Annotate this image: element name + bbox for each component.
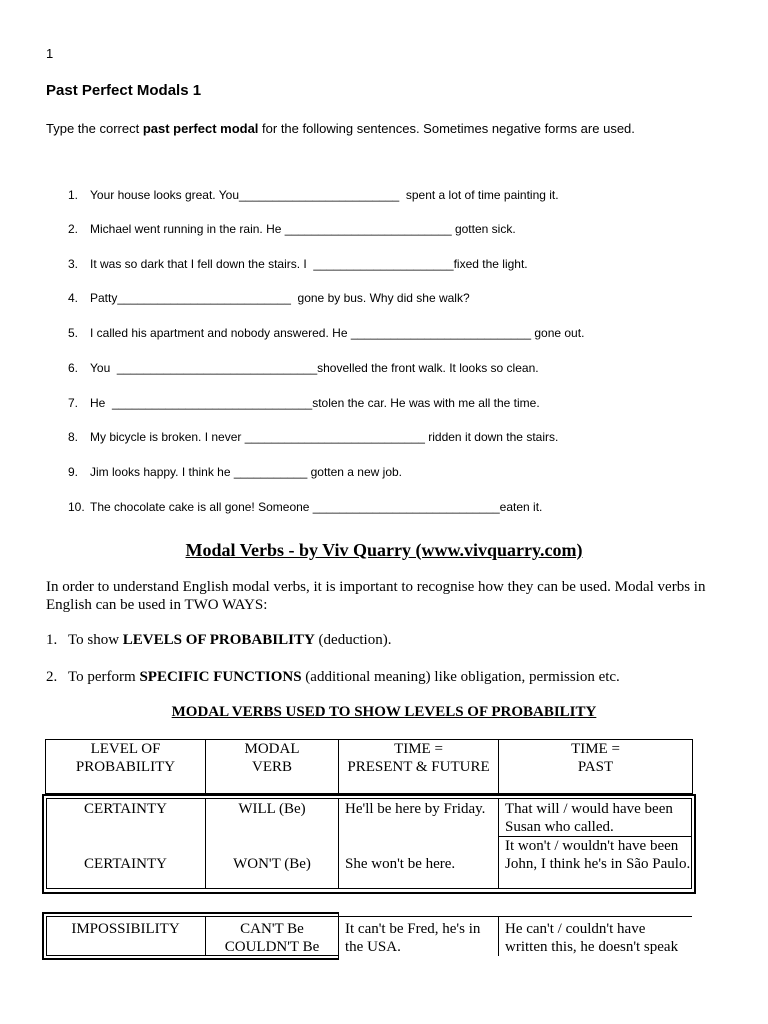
question-item (68, 396, 540, 410)
table-border (692, 739, 693, 794)
table-border (42, 794, 696, 796)
question-item (68, 257, 528, 271)
page-number: 1 (46, 46, 54, 61)
question-number: 5. (68, 326, 79, 340)
cell-level: CERTAINTY (84, 856, 167, 872)
point-text: To show (68, 632, 123, 648)
header-past: TIME = PAST (571, 741, 620, 775)
point-number: 2. (46, 669, 58, 685)
question-text: Michael went running in the rain. He _________________________ gotten sick. (90, 222, 516, 236)
question-item (68, 465, 402, 479)
table-border (338, 916, 692, 917)
question-item (68, 361, 539, 375)
question-item (68, 326, 584, 340)
table-heading: MODAL VERBS USED TO SHOW LEVELS OF PROBABILITY (171, 704, 597, 720)
table-border (46, 798, 692, 799)
cell-past: He can't / couldn't have written this, he doesn't speak (505, 921, 679, 955)
point-text: To perform (68, 669, 140, 685)
question-number: 1. (68, 188, 79, 202)
cell-verb: CAN'T Be COULDN'T Be (224, 921, 320, 955)
question-number: 6. (68, 361, 79, 375)
question-item (68, 291, 470, 305)
point-number: 1. (46, 632, 58, 648)
question-number: 3. (68, 257, 79, 271)
question-number: 2. (68, 222, 79, 236)
header-verb: MODAL VERB (244, 741, 300, 775)
point-emphasis: LEVELS OF PROBABILITY (122, 632, 315, 648)
table-border (338, 798, 339, 889)
cell-present: He'll be here by Friday. (345, 801, 486, 817)
question-text: Your house looks great. You________________________ spent a lot of time painting it. (90, 188, 559, 202)
question-item (68, 500, 542, 514)
question-item (68, 188, 559, 202)
point-text-end: (additional meaning) like obligation, permission etc. (301, 669, 620, 685)
table-border (694, 794, 696, 894)
table-border (338, 912, 339, 960)
intro-paragraph: In order to understand English modal verbs, it is important to recognise how they can be used. Modal verbs in English can be used in TWO WAYS: (46, 579, 706, 613)
instructions-text: Type the correct (46, 121, 143, 136)
question-number: 9. (68, 465, 79, 479)
question-number: 7. (68, 396, 79, 410)
question-text: You ______________________________shovelled the front walk. It looks so clean. (90, 361, 539, 375)
question-text: He ______________________________stolen the car. He was with me all the time. (90, 396, 540, 410)
header-present: TIME = PRESENT & FUTURE (347, 741, 490, 775)
question-text: Patty__________________________ gone by bus. Why did she walk? (90, 291, 470, 305)
instructions-emphasis: past perfect modal (142, 121, 259, 136)
table-border (42, 794, 44, 894)
question-item (68, 222, 516, 236)
cell-verb: WON'T (Be) (233, 856, 311, 872)
question-number: 8. (68, 430, 79, 444)
usage-point (46, 632, 391, 649)
point-text-end: (deduction). (314, 632, 392, 648)
instructions-text-end: for the following sentences. Sometimes negative forms are used. (258, 121, 635, 136)
table-border (498, 916, 499, 956)
cell-present: It can't be Fred, he's in the USA. (345, 921, 481, 955)
table-border (42, 958, 338, 960)
question-text: Jim looks happy. I think he ___________ gotten a new job. (90, 465, 402, 479)
cell-present: She won't be here. (345, 856, 456, 872)
section-heading: Modal Verbs - by Viv Quarry (www.vivquarry.com) (185, 540, 583, 560)
table-border (46, 888, 692, 889)
instructions (46, 121, 635, 136)
header-level: LEVEL OF PROBABILITY (75, 741, 176, 775)
cell-level: IMPOSSIBILITY (71, 921, 180, 937)
question-text: I called his apartment and nobody answered. He ___________________________ gone out. (90, 326, 585, 340)
table-border (42, 892, 696, 894)
usage-point (46, 669, 620, 686)
question-text: My bicycle is broken. I never ___________________________ ridden it down the stairs. (90, 430, 559, 444)
question-item (68, 430, 558, 444)
cell-past: It won't / wouldn't have been John, I think he's in São Paulo. (505, 838, 691, 872)
table-border (46, 916, 338, 917)
cell-level: CERTAINTY (84, 801, 167, 817)
cell-verb: WILL (Be) (238, 801, 306, 817)
question-text: It was so dark that I fell down the stairs. I _____________________fixed the light. (90, 257, 528, 271)
question-number: 4. (68, 291, 79, 305)
question-number: 10. (68, 500, 85, 514)
table-border (691, 798, 692, 889)
cell-past: That will / would have been Susan who called. (505, 801, 673, 835)
point-emphasis: SPECIFIC FUNCTIONS (139, 669, 302, 685)
table-border (42, 912, 44, 960)
question-text: The chocolate cake is all gone! Someone ____________________________eaten it. (90, 500, 543, 514)
worksheet-title: Past Perfect Modals 1 (46, 82, 202, 99)
table-border (498, 798, 499, 889)
table-border (42, 912, 338, 914)
